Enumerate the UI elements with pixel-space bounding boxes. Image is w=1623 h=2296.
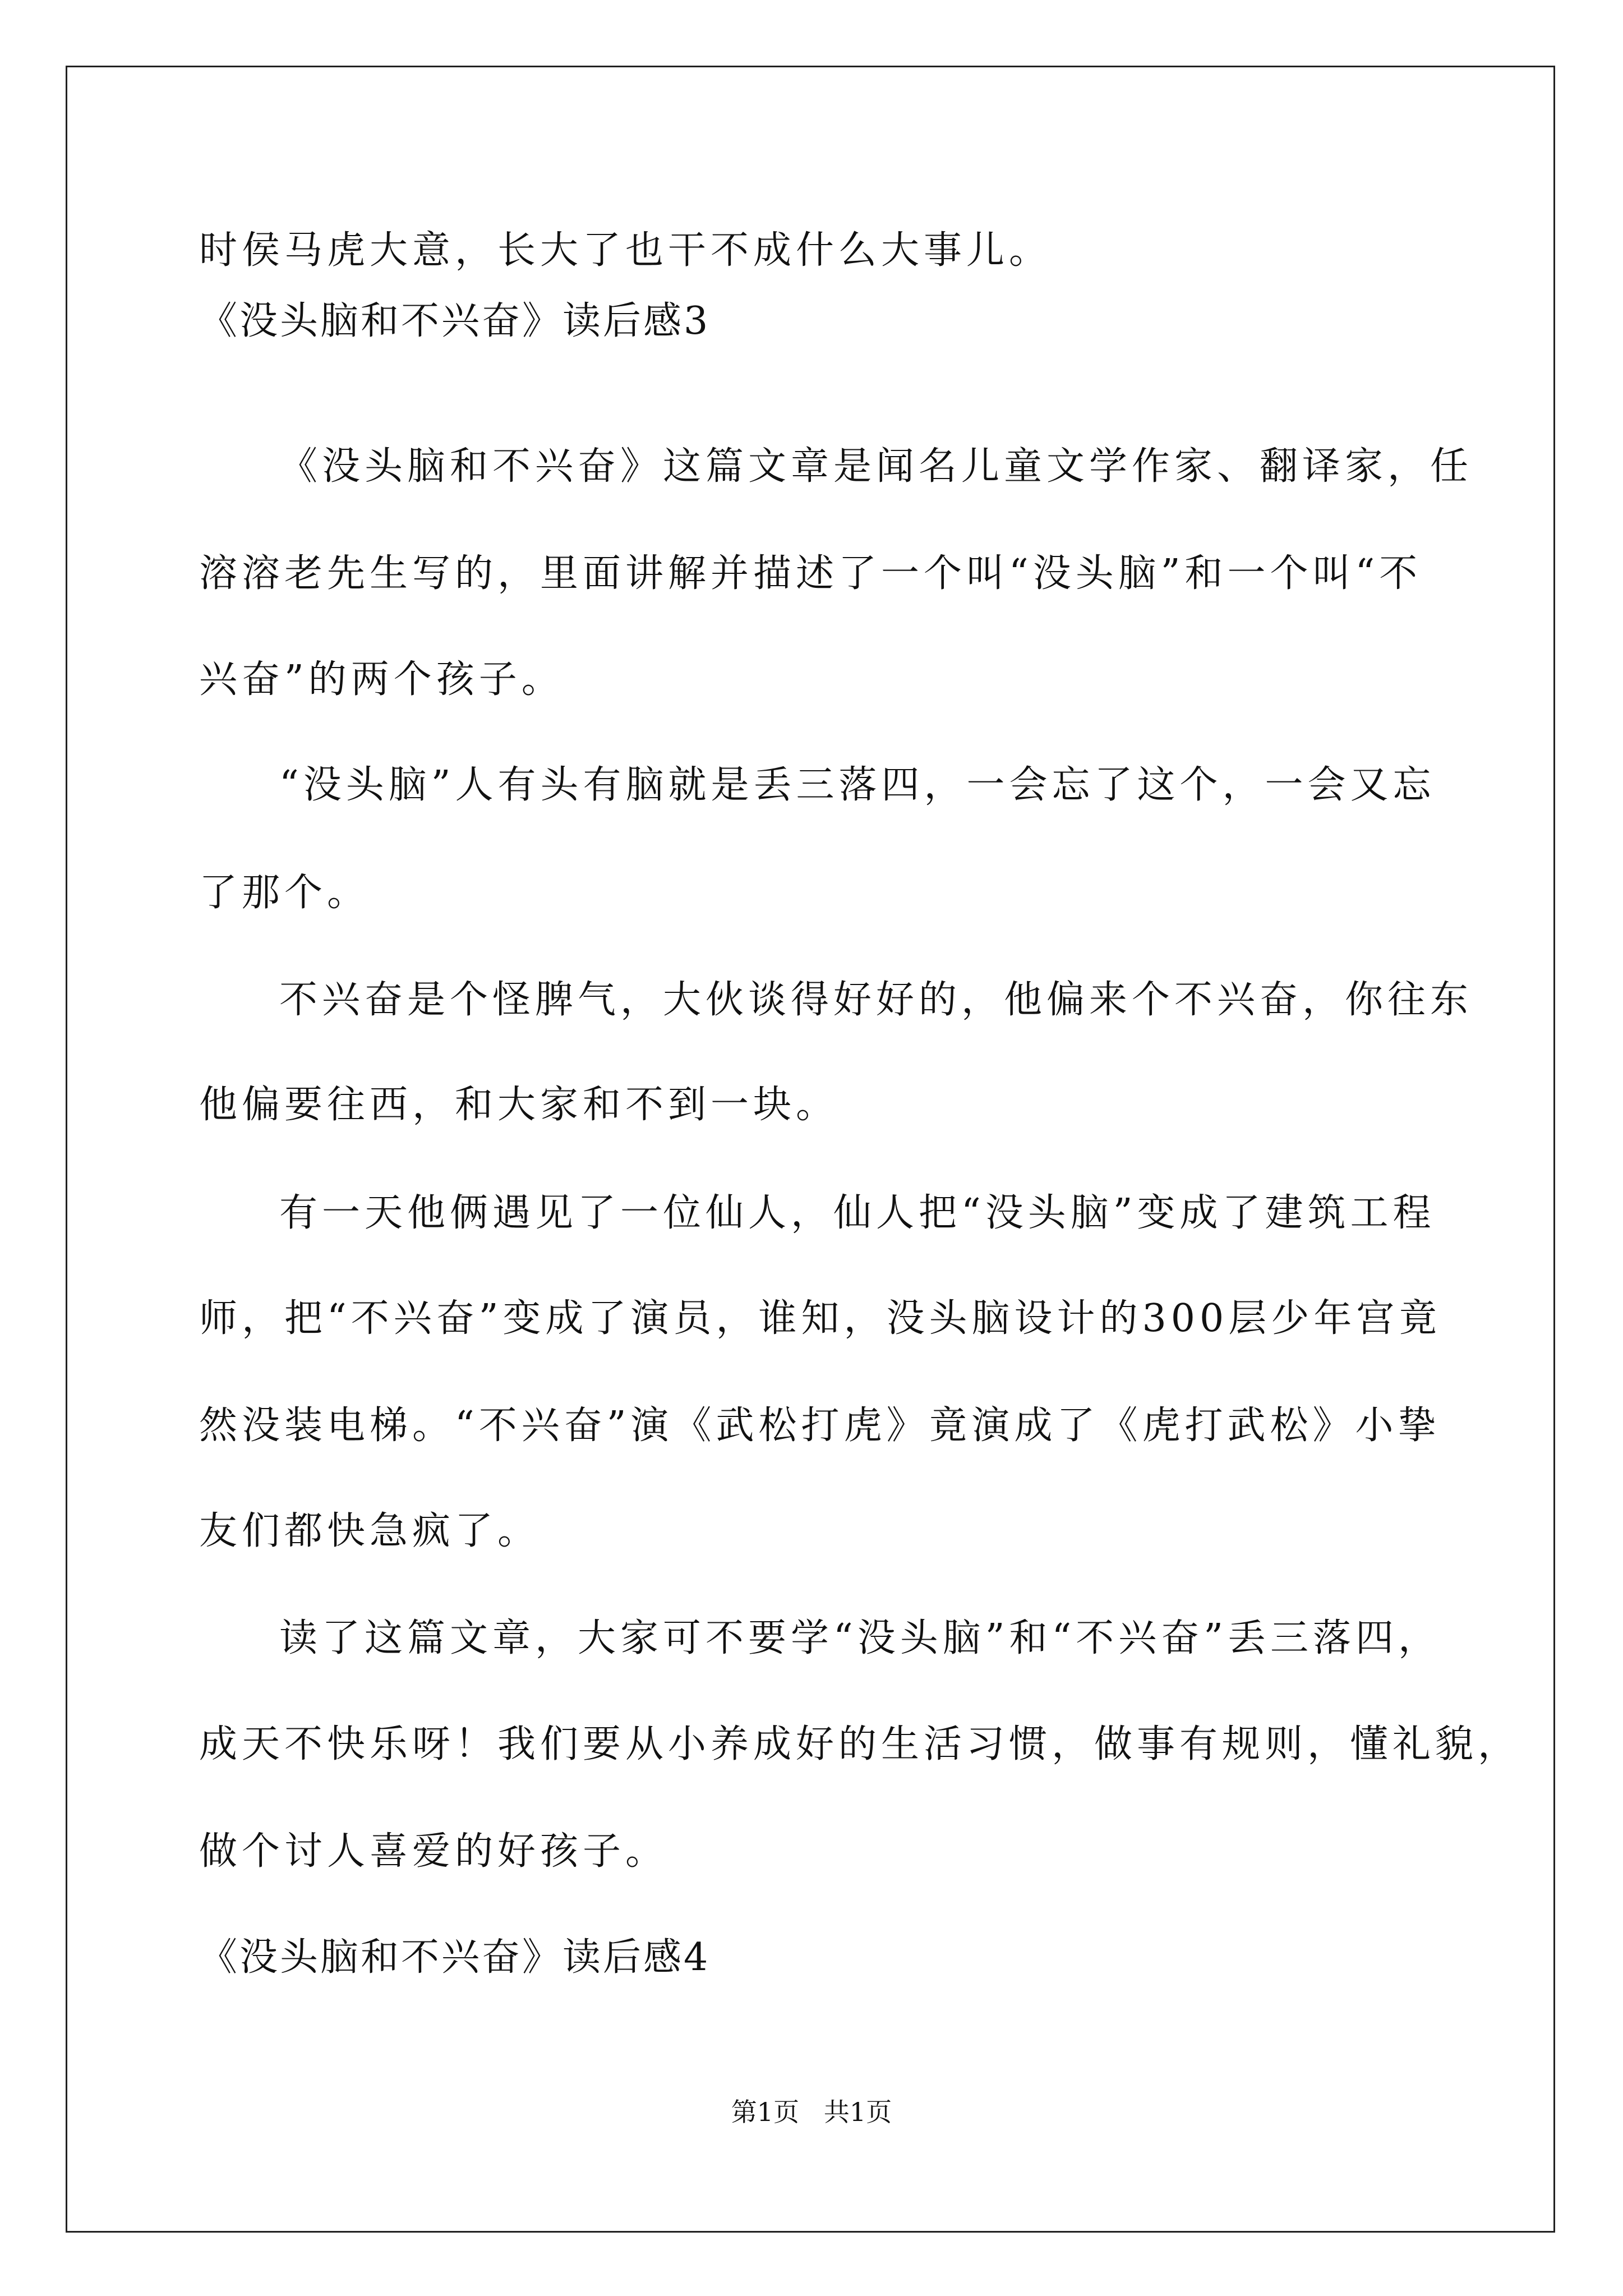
paragraph-line: 做个讨人喜爱的好孩子。 — [199, 1829, 668, 1874]
paragraph-line: 成天不快乐呀！我们要从小养成好的生活习惯，做事有规则，懂礼貌， — [199, 1722, 1521, 1766]
paragraph-line: 然没装电梯。“不兴奋”演《武松打虎》竟演成了《虎打武松》小挚 — [199, 1404, 1441, 1448]
paragraph-line: “没头脑”人有头有脑就是丢三落四，一会忘了这个，一会又忘 — [279, 763, 1436, 807]
paragraph-line: 《没头脑和不兴奋》这篇文章是闻名儿童文学作家、翻译家，任 — [279, 444, 1473, 489]
paragraph-line: 时侯马虎大意，长大了也干不成什么大事儿。 — [199, 228, 1052, 273]
page-footer: 第1页 共1页 — [731, 2097, 892, 2127]
paragraph-line: 读了这篇文章，大家可不要学“没头脑”和“不兴奋”丢三落四， — [279, 1616, 1441, 1660]
paragraph-line: 他偏要往西，和大家和不到一块。 — [199, 1083, 839, 1127]
paragraph-line: 兴奋”的两个孩子。 — [199, 657, 564, 702]
paragraph-line: 了那个。 — [199, 871, 370, 915]
section-heading: 《没头脑和不兴奋》读后感4 — [199, 1935, 711, 1980]
paragraph-line: 溶溶老先生写的，里面讲解并描述了一个叫“没头脑”和一个叫“不 — [199, 551, 1422, 596]
paragraph-line: 有一天他俩遇见了一位仙人，仙人把“没头脑”变成了建筑工程 — [279, 1191, 1436, 1235]
paragraph-line: 友们都快急疯了。 — [199, 1509, 541, 1553]
section-heading: 《没头脑和不兴奋》读后感3 — [199, 299, 711, 343]
page-border — [66, 66, 1555, 2233]
paragraph-line: 不兴奋是个怪脾气，大伙谈得好好的，他偏来个不兴奋，你往东 — [279, 978, 1473, 1022]
paragraph-line: 师，把“不兴奋”变成了演员，谁知，没头脑设计的300层少年宫竟 — [199, 1296, 1442, 1341]
